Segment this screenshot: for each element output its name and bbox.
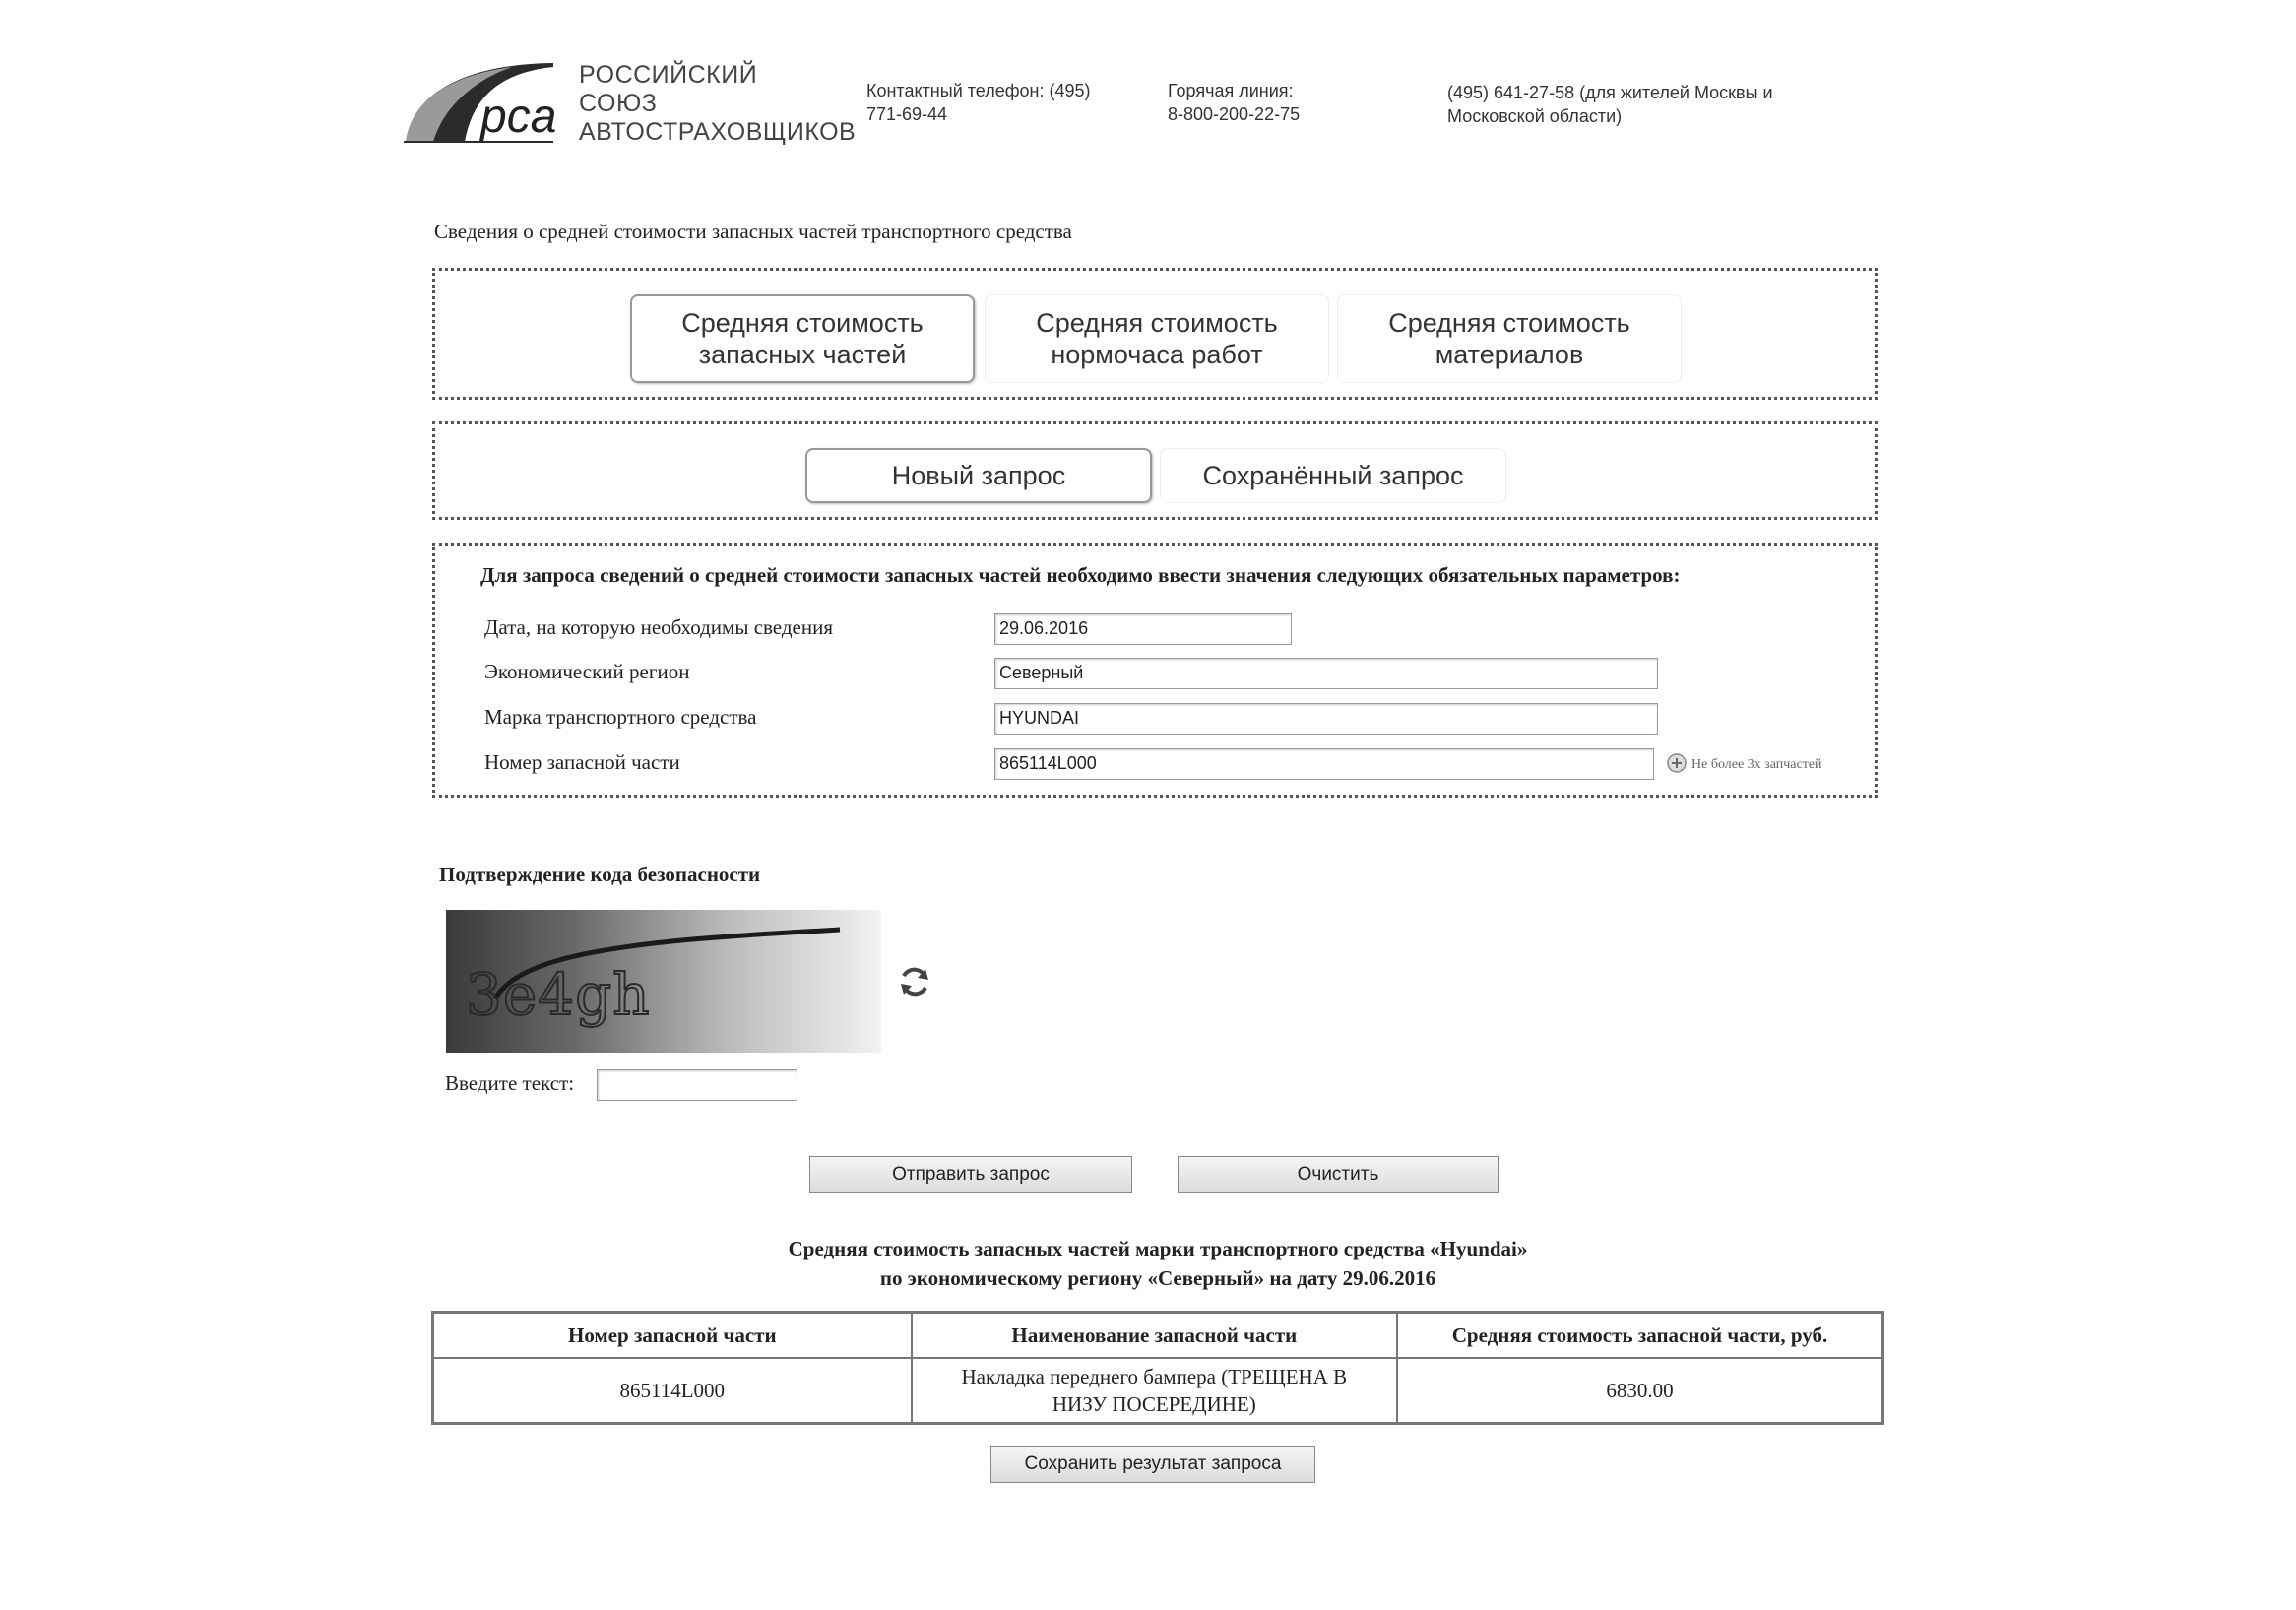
cell-part-name-line-2: НИЗУ ПОСЕРЕДИНЕ) — [1052, 1392, 1256, 1416]
column-part-number: Номер запасной части — [433, 1313, 912, 1359]
result-title — [431, 1234, 1884, 1293]
contact-phone-label: Контактный телефон: (495) — [866, 81, 1091, 100]
logo-text — [579, 61, 856, 147]
moscow-phone-line-2: Московской области) — [1447, 106, 1623, 126]
tab-materials-line-1: Средняя стоимость — [1388, 308, 1630, 338]
tab-labor-hour-line-1: Средняя стоимость — [1036, 308, 1278, 338]
captcha-image — [446, 910, 881, 1053]
tab-new-request[interactable]: Новый запрос — [805, 448, 1152, 503]
region-select[interactable]: Северный — [994, 658, 1658, 689]
logo-mark-text: рса — [480, 91, 557, 143]
table-row — [433, 1358, 1883, 1424]
clear-button[interactable]: Очистить — [1178, 1156, 1499, 1193]
hotline-number: 8-800-200-22-75 — [1168, 104, 1301, 124]
captcha-input[interactable] — [597, 1069, 797, 1101]
column-part-name: Наименование запасной части — [912, 1313, 1397, 1359]
cell-part-number: 865114L000 — [433, 1358, 912, 1424]
contact-phone — [866, 79, 1091, 126]
tab-materials-line-2: материалов — [1435, 340, 1584, 369]
rsa-logo — [404, 59, 857, 148]
part-number-input[interactable]: 865114L000 — [994, 748, 1654, 780]
save-result-button[interactable]: Сохранить результат запроса — [990, 1446, 1315, 1483]
region-label: Экономический регион — [484, 660, 690, 683]
refresh-captcha-icon[interactable] — [896, 963, 933, 1000]
contact-phone-number: 771-69-44 — [866, 104, 948, 124]
result-title-line-1: Средняя стоимость запасных частей марки транспортного средства «Hyundai» — [788, 1237, 1528, 1260]
request-tabs-box — [432, 421, 1878, 520]
result-table — [431, 1311, 1884, 1425]
tab-saved-request[interactable]: Сохранённый запрос — [1160, 448, 1506, 503]
form-header: Для запроса сведений о средней стоимости запасных частей необходимо ввести значения следующих обязательных параметров: — [480, 563, 1681, 587]
parts-limit-hint: Не более 3х запчастей — [1691, 757, 1822, 772]
moscow-phone-line-1: (495) 641-27-58 (для жителей Москвы и — [1447, 83, 1773, 102]
date-input[interactable]: 29.06.2016 — [994, 613, 1292, 645]
part-number-label: Номер запасной части — [484, 750, 680, 774]
captcha-title: Подтверждение кода безопасности — [439, 863, 761, 886]
tab-labor-hour-line-2: нормочаса работ — [1051, 340, 1263, 369]
brand-label: Марка транспортного средства — [484, 705, 757, 729]
cell-part-name — [912, 1358, 1397, 1424]
request-form — [432, 543, 1878, 798]
brand-select[interactable]: HYUNDAI — [994, 703, 1658, 735]
moscow-phone — [1447, 81, 1773, 128]
main-tabs-box — [432, 268, 1878, 400]
captcha-code: 3e4gh — [466, 961, 651, 1028]
tab-labor-hour[interactable] — [985, 294, 1329, 383]
tab-spare-parts-line-2: запасных частей — [698, 340, 907, 369]
logo-line-2: СОЮЗ — [579, 90, 658, 117]
hotline-label: Горячая линия: — [1168, 81, 1294, 100]
submit-request-button[interactable]: Отправить запрос — [809, 1156, 1132, 1193]
hotline — [1168, 79, 1300, 126]
logo-line-1: РОССИЙСКИЙ — [579, 61, 758, 89]
section-title: Сведения о средней стоимости запасных частей транспортного средства — [434, 220, 1072, 243]
captcha-input-label: Введите текст: — [445, 1071, 575, 1095]
result-title-line-2: по экономическому региону «Северный» на дату 29.06.2016 — [879, 1266, 1436, 1290]
cell-average-price: 6830.00 — [1397, 1358, 1882, 1424]
date-label: Дата, на которую необходимы сведения — [484, 615, 833, 639]
tab-spare-parts-line-1: Средняя стоимость — [681, 308, 924, 338]
tab-materials[interactable] — [1337, 294, 1682, 383]
column-average-price: Средняя стоимость запасной части, руб. — [1397, 1313, 1882, 1359]
logo-line-3: АВТОСТРАХОВЩИКОВ — [579, 118, 857, 146]
cell-part-name-line-1: Накладка переднего бампера (ТРЕЩЕНА В — [961, 1365, 1348, 1388]
result-table-header — [433, 1313, 1883, 1359]
tab-spare-parts[interactable] — [630, 294, 975, 383]
add-part-icon[interactable] — [1666, 752, 1688, 774]
